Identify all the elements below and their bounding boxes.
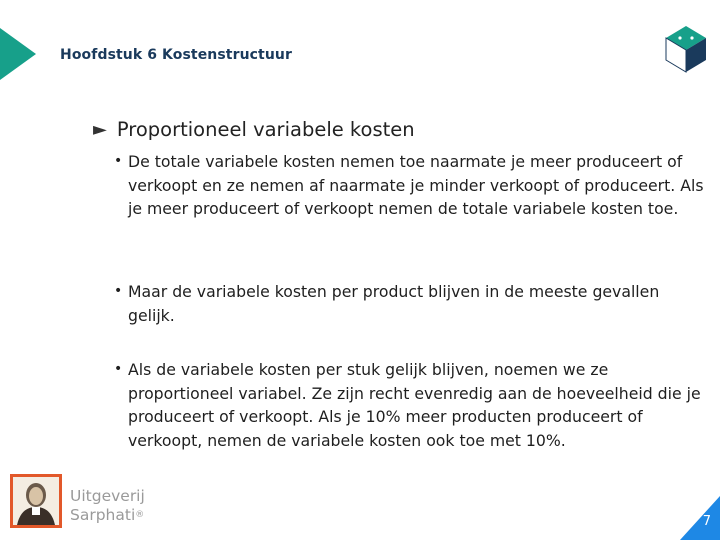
bullet-dot-icon: • bbox=[114, 283, 123, 299]
bullet-text-2: Maar de variabele kosten per product blijven in de meeste gevallen gelijk. bbox=[128, 282, 660, 325]
publisher-line-1: Uitgeverij bbox=[70, 487, 145, 505]
bullet-item-2 bbox=[114, 280, 708, 327]
slide-heading: Proportioneel variabele kosten bbox=[116, 118, 415, 141]
registered-mark: ® bbox=[135, 510, 145, 520]
bullet-dot-icon: • bbox=[114, 153, 123, 169]
left-accent-tab bbox=[0, 28, 36, 80]
chapter-cube-icon bbox=[662, 22, 710, 76]
bullet-item-3 bbox=[114, 358, 708, 452]
page-number: 7 bbox=[702, 514, 711, 529]
publisher-logo bbox=[6, 472, 156, 532]
slide-heading-row bbox=[93, 118, 415, 141]
publisher-line-2: Sarphati bbox=[70, 506, 136, 524]
page-corner-marker bbox=[680, 496, 720, 540]
publisher-name bbox=[70, 487, 145, 525]
bullet-item-1 bbox=[114, 150, 708, 221]
bullet-text-1: De totale variabele kosten nemen toe naarmate je meer produceert of verkoopt en ze nemen af naarmate je minder verkoopt of produceert. Als je meer produceert of verkoopt nemen de totale variabele kosten toe. bbox=[128, 152, 704, 218]
portrait-image bbox=[10, 474, 62, 528]
triangle-right-icon: ► bbox=[93, 118, 107, 140]
bullet-dot-icon: • bbox=[114, 361, 123, 377]
chapter-title: Hoofdstuk 6 Kostenstructuur bbox=[60, 47, 292, 63]
bullet-text-3: Als de variabele kosten per stuk gelijk blijven, noemen we ze proportioneel variabel. Ze zijn recht evenredig aan de hoeveelheid die je produceert of verkoopt. Als je 10% meer producten produceert of verkoopt, nemen de variabele kosten ook toe met 10%. bbox=[128, 360, 701, 450]
